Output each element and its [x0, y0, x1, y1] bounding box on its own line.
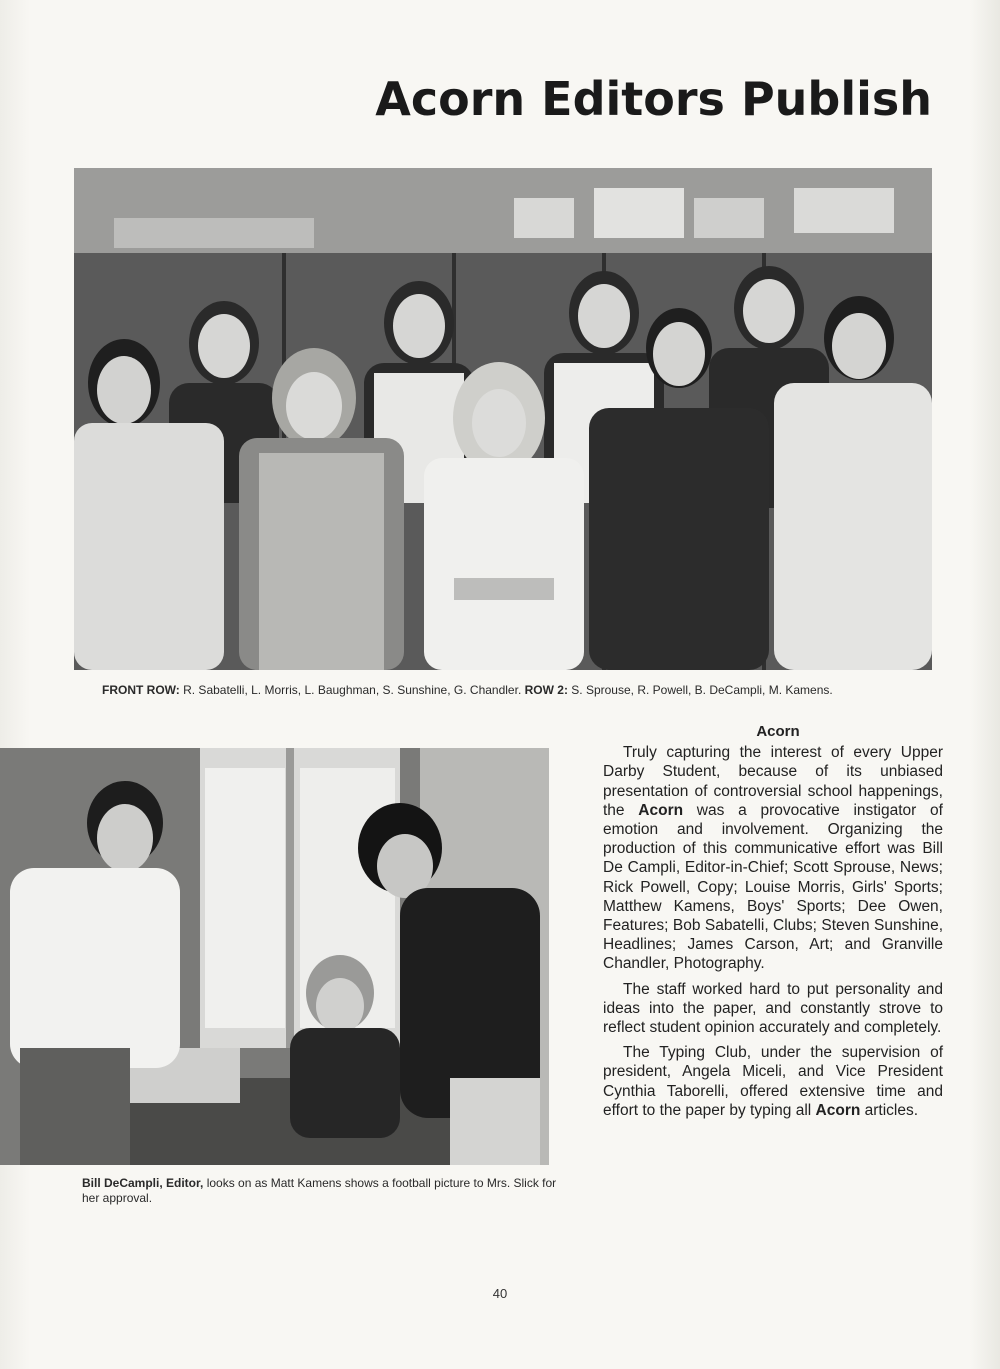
page-number: 40 — [492, 1286, 508, 1301]
article-p1-text-a: Truly capturing the interest of every Upper Darby Student, because of its unbiased presentation of controversial school happenings, the — [603, 744, 943, 819]
article-paragraph-2: The staff worked hard to put personality and ideas into the paper, and constantly strove to reflect student opinion accurately and completely. — [603, 980, 943, 1037]
article-heading: Acorn — [756, 723, 800, 740]
group-photo — [74, 168, 932, 670]
article — [603, 722, 943, 1126]
caption-editor-text: looks on as Matt Kamens shows a football picture to Mrs. Slick for her approval. — [82, 1176, 557, 1205]
caption-editor-label: Bill DeCampli, Editor, — [82, 1176, 204, 1190]
office-photo-caption — [82, 1176, 562, 1206]
caption-row2-names: S. Sprouse, R. Powell, B. DeCampli, M. Kamens. — [567, 683, 833, 697]
article-paragraph-3 — [603, 1043, 943, 1120]
group-photo-caption — [102, 683, 962, 697]
article-p3-acorn: Acorn — [815, 1101, 861, 1119]
page-title: Acorn Editors Publish — [375, 72, 932, 126]
caption-front-row-names: R. Sabatelli, L. Morris, L. Baughman, S. Sunshine, G. Chandler. — [179, 683, 525, 697]
office-photo — [0, 748, 549, 1165]
article-p3-text-a: The Typing Club, under the supervision of president, Angela Miceli, and Vice President Cynthia Taborelli, offered extensive time and effort to the paper by typing all — [603, 1044, 943, 1119]
article-p3-text-b: articles. — [860, 1101, 919, 1119]
caption-front-row-label: FRONT ROW: — [102, 683, 180, 697]
article-p1-text-b: was a provocative instigator of emotion and involvement. Organizing the production of this communicative effort was Bill De Campli, Editor-in-Chief; Scott Sprouse, News; Rick Powell, Copy; Louise Morris, Girls' Sports; Matthew Kamens, Boys' Sports; Dee Owen, Features; Bob Sabatelli, Clubs; Steven Sunshine, Headlines; James Carson, Art; and Granville Chandler, Photography. — [603, 801, 943, 973]
article-paragraph-1 — [603, 743, 943, 973]
caption-row2-label: ROW 2: — [524, 683, 568, 697]
article-p1-acorn: Acorn — [638, 801, 684, 819]
